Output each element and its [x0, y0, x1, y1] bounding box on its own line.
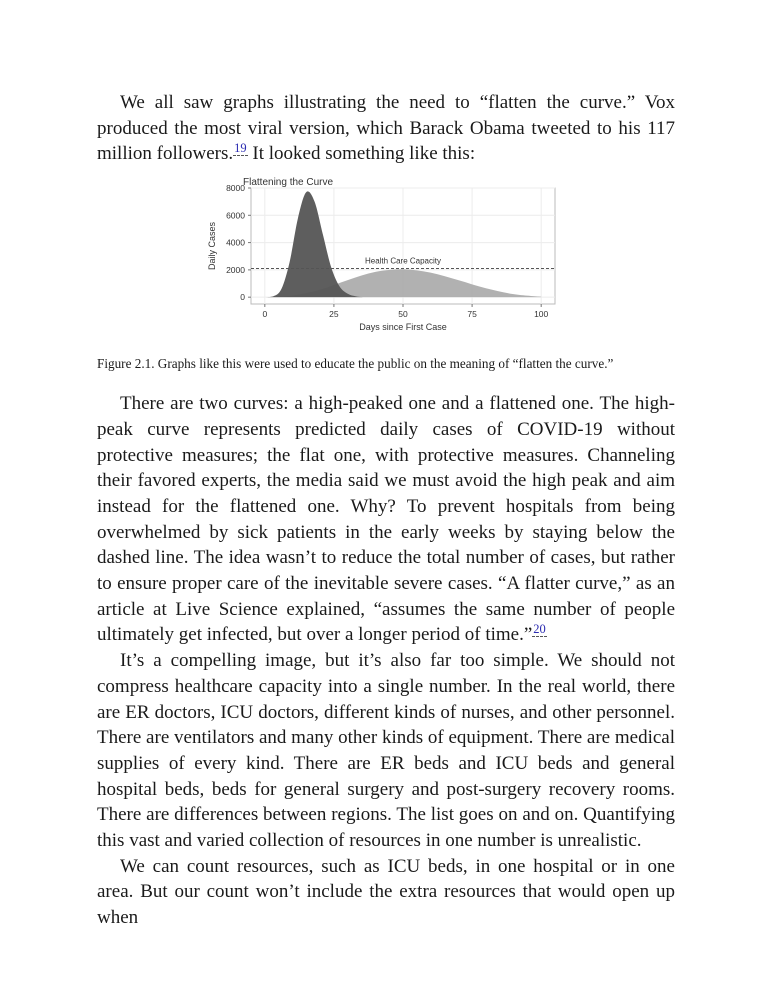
paragraph-1-text: We all saw graphs illustrating the need to “flatten the curve.” Vox produced the most viral version, which Barack Obama tweeted to his 117 million followers. — [97, 92, 675, 165]
footnote-ref-20[interactable]: 20 — [533, 622, 546, 637]
x-axis-label: Days since First Case — [359, 322, 447, 333]
paragraph-2-text: There are two curves: a high-peaked one and a flattened one. The high-peak curve represents predicted daily cases of COVID-19 without protective measures; the flat one, with protective measures. Channeling their favored experts, the media said we must avoid the high peak and aim instead for the flattened one. Why? To prevent hospitals from being overwhelmed by sick patients in the early weeks by staying below the dashed line. The idea wasn’t to reduce the total number of cases, but rather to ensure proper care of the inevitable severe cases. “A flatter curve,” as an article at Live Science explained, “assumes the same number of people ultimately get infected, but over a longer period of time.” — [97, 393, 675, 646]
flatten-curve-chart — [197, 175, 667, 350]
page-content — [97, 90, 675, 931]
paragraph-1-text-end: It looked something like this: — [247, 143, 476, 165]
x-tick-label: 75 — [467, 309, 477, 320]
paragraph-2 — [97, 391, 675, 648]
paragraph-1 — [97, 90, 675, 167]
y-tick-label: 6000 — [226, 210, 245, 221]
footnote-ref-19[interactable]: 19 — [234, 141, 247, 156]
y-tick-label: 4000 — [226, 237, 245, 248]
paragraph-3: It’s a compelling image, but it’s also far too simple. We should not compress healthcare capacity into a single number. In the real world, there are ER doctors, ICU doctors, different kinds of nurses, and other personnel. There are ventilators and many other kinds of equipment. There are medical supplies of every kind. There are ER beds and ICU beds and general hospital beds, beds for general surgery and post-surgery recovery rooms. There are differences between regions. The list goes on and on. Quantifying this vast and varied collection of resources in one number is unrealistic. — [97, 650, 675, 852]
x-tick-label: 0 — [262, 309, 268, 320]
capacity-label: Health Care Capacity — [364, 256, 442, 266]
y-axis-label: Daily Cases — [207, 222, 217, 271]
x-tick-label: 25 — [329, 309, 339, 320]
x-tick-label: 100 — [534, 309, 549, 320]
figure-caption: Figure 2.1. Graphs like this were used to educate the public on the meaning of “flatten the curve.” — [97, 356, 614, 372]
y-tick-label: 2000 — [226, 264, 245, 275]
x-tick-label: 50 — [398, 309, 408, 320]
chart-title: Flattening the Curve — [243, 177, 334, 189]
figure-chart — [97, 175, 675, 355]
y-tick-label: 8000 — [226, 183, 245, 194]
paragraph-4: We can count resources, such as ICU beds, in one hospital or in one area. But our count won’t include the extra resources that would open up when — [97, 855, 675, 929]
y-tick-label: 0 — [240, 292, 245, 303]
